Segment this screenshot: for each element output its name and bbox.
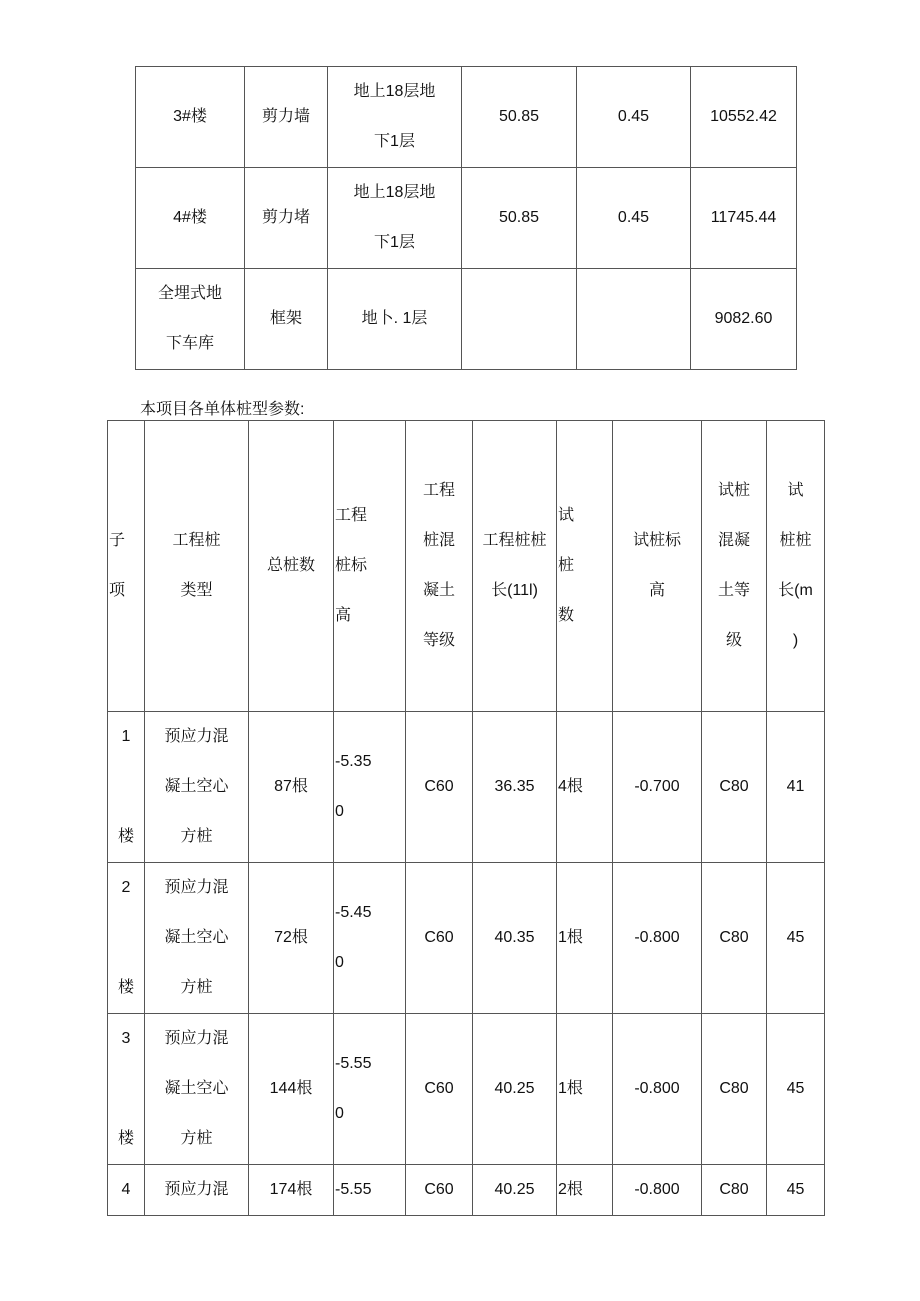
column-header: 工程 桩标 高 bbox=[334, 421, 406, 712]
table-row bbox=[108, 1165, 825, 1216]
table-cell: -5.45 0 bbox=[334, 863, 406, 1014]
column-header: 试 桩桩 长(m ) bbox=[767, 421, 825, 712]
table-cell: -0.700 bbox=[613, 712, 702, 863]
column-header: 试桩 混凝 土等 级 bbox=[702, 421, 767, 712]
section-caption: 本项目各单体桩型参数: bbox=[140, 401, 305, 418]
table-cell: 1根 bbox=[557, 863, 613, 1014]
table-cell: 36.35 bbox=[473, 712, 557, 863]
table-cell bbox=[462, 269, 577, 370]
table-cell: 框架 bbox=[245, 269, 328, 370]
table-cell: C80 bbox=[702, 1014, 767, 1165]
table-cell: 4 bbox=[108, 1165, 145, 1216]
table-cell: 地上18层地 下1层 bbox=[328, 67, 462, 168]
table-cell: 0.45 bbox=[577, 67, 691, 168]
table-cell: 预应力混 凝土空心 方桩 bbox=[145, 712, 249, 863]
table-cell: 预应力混 bbox=[145, 1165, 249, 1216]
table-cell: C60 bbox=[406, 1165, 473, 1216]
table-cell: -0.800 bbox=[613, 863, 702, 1014]
pile-parameters-table bbox=[107, 420, 825, 1216]
table-cell: C60 bbox=[406, 712, 473, 863]
table-cell: 9082.60 bbox=[691, 269, 797, 370]
table-row bbox=[108, 1014, 825, 1165]
table-row bbox=[136, 269, 797, 370]
table-cell: C60 bbox=[406, 1014, 473, 1165]
table-cell: -0.800 bbox=[613, 1165, 702, 1216]
table-cell: 50.85 bbox=[462, 168, 577, 269]
table-cell: C80 bbox=[702, 863, 767, 1014]
column-header: 工程 桩混 凝土 等级 bbox=[406, 421, 473, 712]
table-cell: 87根 bbox=[249, 712, 334, 863]
table-row bbox=[136, 67, 797, 168]
column-header: 试 桩 数 bbox=[557, 421, 613, 712]
table-cell: 40.25 bbox=[473, 1014, 557, 1165]
table-cell: 4根 bbox=[557, 712, 613, 863]
table-cell: 72根 bbox=[249, 863, 334, 1014]
column-header: 试桩标 高 bbox=[613, 421, 702, 712]
table-cell: 预应力混 凝土空心 方桩 bbox=[145, 1014, 249, 1165]
table-cell: 3#楼 bbox=[136, 67, 245, 168]
column-header: 子 项 bbox=[108, 421, 145, 712]
table-cell: 45 bbox=[767, 1014, 825, 1165]
header-row bbox=[108, 421, 825, 712]
table-cell: 174根 bbox=[249, 1165, 334, 1216]
table-cell: 2根 bbox=[557, 1165, 613, 1216]
column-header: 总桩数 bbox=[249, 421, 334, 712]
table-cell: -0.800 bbox=[613, 1014, 702, 1165]
table-cell: 全埋式地 下车库 bbox=[136, 269, 245, 370]
table-cell: 50.85 bbox=[462, 67, 577, 168]
table-cell: 144根 bbox=[249, 1014, 334, 1165]
table-cell: 1 楼 bbox=[108, 712, 145, 863]
column-header: 工程桩 类型 bbox=[145, 421, 249, 712]
table-cell: -5.55 0 bbox=[334, 1014, 406, 1165]
table-cell: 45 bbox=[767, 863, 825, 1014]
table-cell: 剪力堵 bbox=[245, 168, 328, 269]
table-cell: C60 bbox=[406, 863, 473, 1014]
table-cell bbox=[577, 269, 691, 370]
table-cell: 0.45 bbox=[577, 168, 691, 269]
table-cell: 预应力混 凝土空心 方桩 bbox=[145, 863, 249, 1014]
column-header: 工程桩桩 长(11l) bbox=[473, 421, 557, 712]
table-cell: C80 bbox=[702, 1165, 767, 1216]
table-cell: 41 bbox=[767, 712, 825, 863]
table-cell: 地卜. 1层 bbox=[328, 269, 462, 370]
table-cell: 地上18层地 下1层 bbox=[328, 168, 462, 269]
table-cell: 40.25 bbox=[473, 1165, 557, 1216]
table-cell: 10552.42 bbox=[691, 67, 797, 168]
table-cell: -5.55 bbox=[334, 1165, 406, 1216]
table-cell: 45 bbox=[767, 1165, 825, 1216]
table-cell: C80 bbox=[702, 712, 767, 863]
table-cell: 4#楼 bbox=[136, 168, 245, 269]
table-cell: 剪力墙 bbox=[245, 67, 328, 168]
table-cell: -5.35 0 bbox=[334, 712, 406, 863]
table-row bbox=[108, 712, 825, 863]
table-row bbox=[136, 168, 797, 269]
table-cell: 40.35 bbox=[473, 863, 557, 1014]
building-table bbox=[135, 66, 797, 370]
table-cell: 3 楼 bbox=[108, 1014, 145, 1165]
table-cell: 11745.44 bbox=[691, 168, 797, 269]
table-cell: 1根 bbox=[557, 1014, 613, 1165]
table-cell: 2 楼 bbox=[108, 863, 145, 1014]
table-row bbox=[108, 863, 825, 1014]
